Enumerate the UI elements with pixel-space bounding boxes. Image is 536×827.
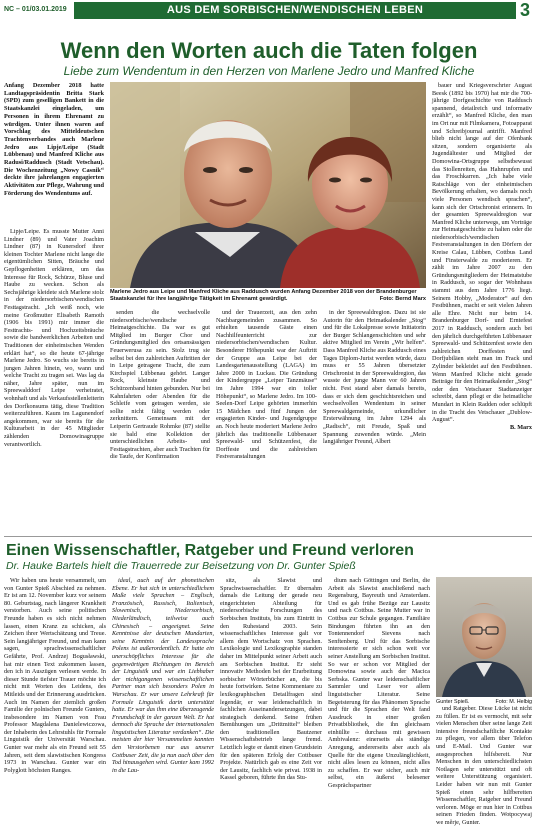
article2-col3-text: sitz, als Slawist und Sprachwissenschaftler. Er übernahm damals die Leitung der gerade neu eingerichteten Abteilung für niedersorbische Forschungen des Sorbischen Instituts, bis zum Eintritt in den Ruhestand 2003. Sein wissenschaftliches Interesse galt vor allem dem Wortschatz von Sprachen. Lexikologie und Lexikographie standen daher im Mittelpunkt seiner Arbeit auch am Sorbischen Institut. Er steht innovativ Methoden bei der Erarbeitung sorbischer Wörterbücher an, die bis heute fortwirken. Seine Kommentare zu lexikographischen Detailfragen sind legendär, er war leidenschaftlich in fachlichen Auseinandersetzungen, dabei strategisch denkend. Seine frühen Bemühungen um „Drittmittel“ bleiben den traditionellen Bautzener Wissenschaftsbetrieb lange fremd. Letztlich legte er damit einen Grundstein für den späteren Erfolg der Cottbuser Projekte. Natürlich gab es eine Zeit vor der Lausitz, fachlich wie privat. 1938 in Kassel geboren, führte ihn das Stu-: [220, 577, 322, 782]
article1-column-4: [323, 309, 426, 531]
article1-column-1: [4, 228, 104, 528]
article1-col1-text: Lipje/Leipe. Es musste Mutter Anni Lindner (89) und Vater Joachim Lindner (87) in Kunersdorf ihrer kleinen Tochter Marlene nicht lange die eigentümlichen Sitten, Bräuche und Gepflogenheiten erklären, um das Interesse für Rock, Schürze, Bluse und Haube zu wecken. Schon als Sechsjährige kleidete sich Marlene stolz in der niedersorbischen/wendischen Festtagstracht. „Ich weiß noch, wie meine Großmutter Elisabeth Ramoth (1906 bis 1991) mir immer die Festtrachts- und Hochzeitsbräuche sowie die bandwerklichen Arbeiten und Traditionen der einheimischen Wenden erklärt hat“, so die heute 67-jährige Marlene Jedro. So wuchs sie bereits in jungen Jahren hinein, wo, wann und welche Tracht zu tragen sei. Was lag da näher, Jahre später, nun im Spreewalddorf Leipe verheiratet, wohnhaft und als Verkaufsstellenleiterin des Dorfkonsums tätig, diese Tradition weiterzuführen. Kaum im Lagunendorf angekommen, war sie bereits für die Kulturarbeit in der 45 Mitglieder zählenden Domowinagruppe verantwortlich.: [4, 228, 104, 448]
article1-lead: Anfang Dezember 2018 hatte Landtagspräsidentin Britta Stark (SPD) zum geselligen Bankett in die Staatskanzlei eingeladen, um Personen in ihrem Ehrenamt zu würdigen. Unter ihnen waren auf Vorschlag des Mitteldeutschen Trachtenverbandes auch Marlene Jedro aus Lipje/Leipe (Stadt Lübbenau) und Manfred Kliche aus Radusi/Raddusch (Stadt Vetschau). Die Wochenzeitung „Nowy Casnik“ deckte ihre jahrelangen engagierten Aktivitäten zur Pflege, Wahrung und Förderung des Wendentums auf.: [4, 82, 104, 197]
issue-date: NC – 01/03.01.2019: [4, 6, 67, 13]
couple-photo: [110, 82, 426, 288]
page-number: 3: [520, 0, 531, 20]
article1-column-2: [110, 309, 210, 531]
portrait-photo-image: [436, 577, 532, 697]
article1-subheadline: Liebe zum Wendentum in den Herzen von Marlene Jedro und Manfred Kliche: [63, 64, 475, 78]
article2-col5-text: und Ratgeber. Diese Lücke ist nicht zu füllen. Er ist es vermocht, mit sehr vielen Menschen über seine lange Zeit intensive freundschaftliche Kontakte zu pflegen, vor allem über Telefon und E-Mail. Und Gunter war ausgesprochen hilfsbereit. Nur Menschen in den unterschiedlichsten Notlagen sehr unterstützt und oft weitere Unterstützung organisiert. Leider haben wir nun mit Gunter Spieß einen sehr hilfbereiten Wissenschaftler, Ratgeber und Freund verloren. Möge er nun hier in Cottbus seinen Frieden finden. Wotpocywaj we měrje, Gunter.: [436, 705, 532, 826]
portrait-photo: [436, 577, 532, 697]
article1-col3-text: und der Trauerzeit, aus den zehn Nachbargemeinden zusammen. So erhielten tausende Gäste einen Nachhilfeunterricht zur niedersorbischen/wendischen Kultur. Besonderer Höhepunkt war der Auftritt der Gruppe aus Leipe bei der Landesgartenausstellung (LAGA) im Jahre 2000 in Luckau. Die Gründung der Kindergruppe „Leiper Tanzmäuse“ im Jahre 1994 war ein toller Höhepunkt“, so Marlene Jedro. Im 100-Seelen-Dorf Leipe gehörten immerhin 15 Mädchen und fünf Jungen der engagierten Kinder- und Jugendgruppe an. Noch heute moderiert Marlene Jedro jährlich das traditionelle Lübbenauer Spreewald- und Schützenfest, die Dorffeste und die zahlreichen Festveranstaltungen: [216, 309, 317, 461]
article2-col1-text: Wir haben uns heute versammelt, um von Gunter Spieß Abschied zu nehmen. Er ist am 12. November kurz vor seinem 80. Geburtstag, nach längerer Krankheit verstorben. Auch seine politischen Freunde haben es sich nicht nehmen lassen, einen Kranz zu schicken, als Zeichen ihrer Wertschätzung und Treue. Sein langjähriger Freund, und man kann sagen, sprachwissenschaftlicher Gefährte, Prof. Andrzej Bogusławski, hat mir einen Text zukommen lassen, den ich in Auszügen verlesen werde. In dieser Stunde tiefster Trauer möchte ich nicht mit Worten des Leidens, des Mitleids und der Erinnerung ausdrücken. Auch im Namen der ziemlich großen Familie der polnischen Freunde Gunters, insbesondere im Namen von Frau Professor Magdalena Danielewiczowa, der Inhaberin des Lehrstuhls für Formale Linguistik der Universität Warschau. Gunter war mehr als ein Freund seit 55 Jahren, seit dem slawistischen Kongress 1973 in Warschau. Gunter war ein Polyglott höchsten Ranges.: [4, 577, 106, 774]
article2-subheadline: Dr. Hauke Bartels hielt die Trauerrede zur Beisetzung von Dr. Gunter Spieß: [6, 560, 356, 572]
photo2-credit: Foto: M. Helbig: [495, 699, 532, 705]
article1-col4-text: in der Spreewaldregion. Dazu ist sie Autorin für den Heimatkalender „Stog“ und für die Lokalpresse sowie Initiatorin der Burger Schlangenschichten und sehr aktive Mitglied im Verein „Wir helfen“. Dass Manfred Kliche aus Raddusch eines Tages Diplom-Jurist werden würde, dazu muss er 55 Jahren übersetzter Ortschronist in der Spreewaldregion, das wusste der junge Mann vor 60 Jahren nicht. Fest stand aber damals bereits, dass er sich dem geschichtsreichen und wechselvollen Wendentum in seiner Spreewaldgemeinde, urkundlicher Ersterwähnung im Jahre 1294 als „Radisch“, mit Freude, Spaß und Spannung zuwenden würde. „Mein langjähriger Freund, Albert: [323, 309, 426, 446]
photo1-caption-text: Marlene Jedro aus Leipe und Manfred Kliche aus Raddusch wurden Anfang Dezember 2018 von der Brandenburger Staatskanzlei für ihre langjährige Tätigkeit im Ehrenamt gewürdigt.: [110, 289, 417, 302]
article2-col4-text: dium nach Göttingen und Berlin, die Arbeit als Slawist anschließend nach Regensburg, Bayreuth und Amsterdam. Und es gab frühe Bezüge zur Lausitz und nach Cottbus. Seine Mutter war in Cottbus zur Schule gegangen. Familiäre Bindungen führten ihn an den Tontennendorf Sievens nach Senftenberg. Und für das Sorbische interessierte er sich schon weit vor seiner Anstellung am Sorbischen Institut. So war er schon vor Mitglied der Domowina sowie auch der Macica Serbska. Gunter war leidenschaftlicher Sammler und Leser vor allem linguistischer Literatur. Seine Begeisterung für das Phänomen Sprache und für die Sprachen der Welt fand Ausdruck in einer großen Privatbibliothek, die ihn gleichsam einhüllte – durchaus mit gewissen Ambivalenz: einerseits als ständige Anregung, andererseits aber auch als Quelle für die eigene Unzulänglichkeit, nicht alles lesen zu können, nicht alles zu schaffen. Er war sicher, auch mir selbst, ein äußerst belesener Gesprächspartner: [328, 577, 430, 790]
photo1-caption: [110, 289, 426, 307]
article-divider: [4, 536, 532, 537]
article2-headline: Einen Wissenschaftler, Ratgeber und Freund verloren: [6, 542, 414, 559]
article1-col5-text: bauer und Kriegsverschrter August Beesk (1892 bis 1970) hat mir die 700-jährige Dorfgeschichte von Raddusch spannend, detailreich und informativ erzählt“, so Manfred Kliche, den man im Ort nur mit Filmkamera, Fotoapparat und Schreibjournal antrifft. Manfred blieb nicht lange auf der Ofenbank sitzen, sondern organisierte als Jugendältester und Mitglied der Domowina-Ortsgruppe selbstbewusst das Stollenreiten, das Hahnrupfen und das Froschkarren. „Ich habe viele Ratschläge von der einheimischen Bevölkerung erhalten, wo damals noch viele Personen wendisch sprachen“, kann sich der Ortschronist erinnern. In der gesamten Spreewaldregion war Manfred Kliche unterwegs, um Vorträge zur Heimatgeschichte zu halten oder die niedersorbisch/wendischen Festveranstaltungen in den Dörfern der Kreise Calau, Lübben, Cottbus Land und Finsterwalde zu moderieren. Er zählt im Jahre 2007 zu den Gründungsmitgliedern der Heimatstube in Raddusch, so sogar der Wohnhaus stammt aus dem Jahre 1776 liegt. Seinem Hobby, „Moderator“ auf den Festbühnen, macht er seit vielen Jahren alle Ehre. Nicht nur beim 14. Brandenburger Dorf- und Erntefest 2017 in Raddusch, sondern auch bei den jährlich durchgeführten Lübbenauer Spreewald- und Schützenfest sowie den zahlreichen Dorffesten und Dorfjubiläen steht man im Frack und Zylinder bekleidet auf den Festbühnen. Wenn Manfred Kliche nicht gerade Beiträge für den Heimatkalender „Stog“ oder den Vetschauer Stadtanzeiger schreibt, dann pflegt er die heimatliche Mundart in Klein Radden oder schlüpft in die Tracht des Vetschauer „Dublow-August“.: [432, 82, 533, 424]
couple-photo-image: [110, 82, 426, 288]
article2-column-5: [436, 705, 532, 826]
article2-column-4: [328, 577, 430, 790]
article2-col2-text: ideal, auch auf der phonetischen Ebene. Er hat sich in unterschiedlichem Maße viele Sprachen – Englisch, Französisch, Russisch, Italienisch, Slowenisch, Niedersorbisch, Niederländisch, teilweise auch Chinesisch – angeeignet. Seine Kenntnisse der deutschen Mundarten, seine Kenntnis der Landessprache Polens ist außerordentlich. Er hatte ein unerschöpfliches Interesse für die gegenwärtigen Richtungen im Bereich der Linguistik und war ein Liebhaber der nichtgangenen wissenschaftlichen Partner man sich besonders Polen in Warschau. Er war unsere Lehrkraft für Formale Linguistik darin unterstützt hatte. Er war das ihm eine überzeugende Freundschaft in der ganzen Welt. Er hat dennoch die Sprache der internationalen linguistischen Literatur verdanken“. Die meisten der hier Versammelten kannten den Verstorbenen nur aus unserer Cottbuser Zeit, die ja nun auch über den Tod hinausgehen wird. Gunter kam 1992 in die Lau-: [112, 577, 214, 774]
article1-author: B. Marx: [510, 423, 532, 431]
article2-column-2: [112, 577, 214, 781]
photo2-caption-text: Gunter Spieß.: [436, 699, 470, 705]
article1-column-5: [432, 82, 532, 532]
article2-column-1: [4, 577, 106, 781]
photo1-credit: Foto: Bernd Marx: [379, 295, 426, 302]
section-title: AUS DEM SORBISCHEN/WENDISCHEN LEBEN: [166, 4, 424, 16]
article2-column-3: [220, 577, 322, 781]
article1-col2-text: senden die wechselvolle niedersorbische/wendische Heimatgeschichte. Da war es gut Mitglied im Burger Chor und Gründungsmitglied des ortsansässigen Feuerwerusa zu sein. Stolz trug sie selbst bei den zahlreichen Auftritten der in Leipe getragene Tracht, die zum Kirchspiel Lübbenau gehört. Langer Rock, kleinste Haube und Schürzenband hinten gebunden. Nur bei Kahnfahrten oder Abenden für die Schleife vom getragen werden, sie sollte nicht fältig werden oder zerknittern. Gemeinsam mit der Leiperin Gertraude Rohmke (87) stellte sie bald eine Kollektion der unterschiedlichen Arbeits- und Festtagstrachten, aber auch Trachten für die Taufe, der Konfirmation: [110, 309, 210, 461]
article1-column-3: [216, 309, 317, 531]
article1-headline: Wenn den Worten auch die Taten folgen: [60, 38, 478, 63]
